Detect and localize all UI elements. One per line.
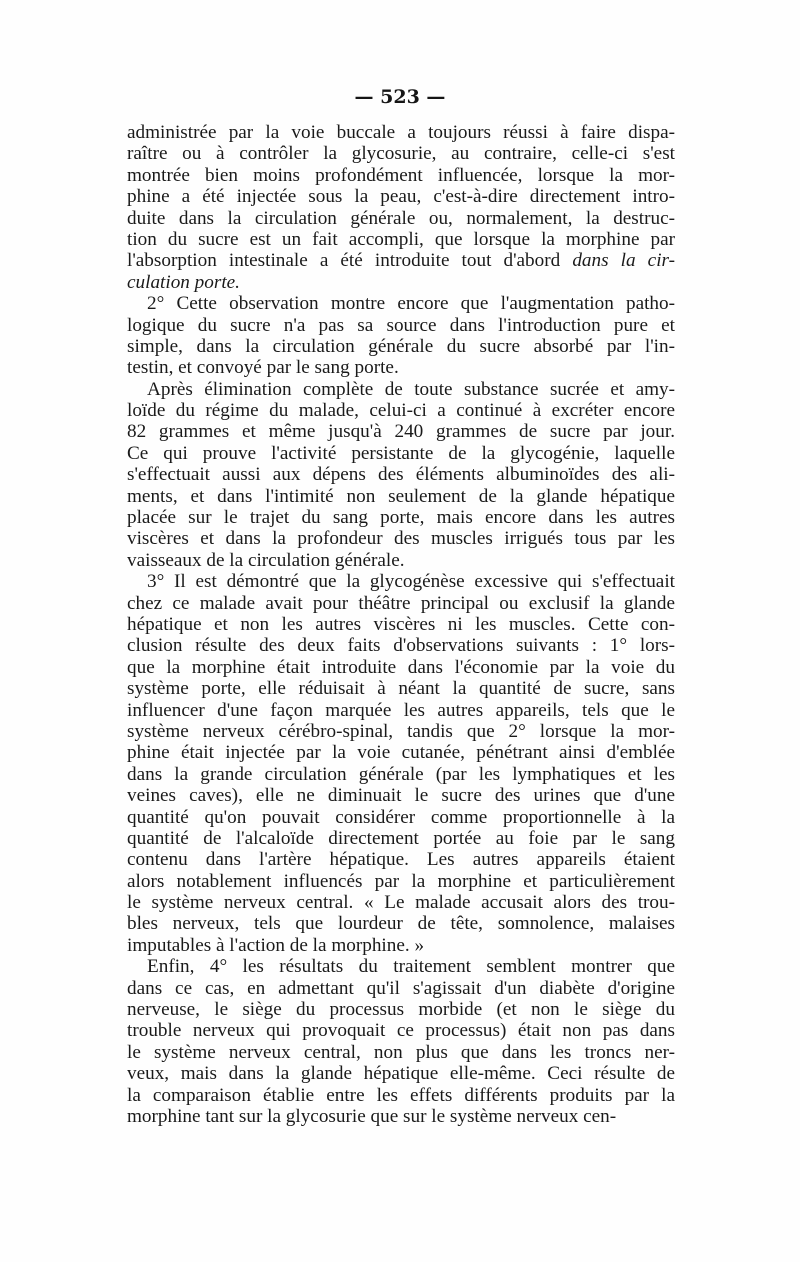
paragraph-3	[127, 379, 675, 572]
text-line: duite dans la circulation générale ou, normalement, la destruc-	[127, 207, 675, 229]
text-line: 3° Il est démontré que la glycogénèse excessive qui s'effectuait	[147, 571, 675, 593]
text-line: nerveuse, le siège du processus morbide (et non le siège du	[127, 999, 675, 1021]
text-line: le système nerveux central, non plus que dans les troncs ner-	[127, 1041, 675, 1063]
text-line: dans ce cas, en admettant qu'il s'agissait d'un diabète d'origine	[127, 977, 675, 999]
text-line: montrée bien moins profondément influencée, lorsque la mor-	[127, 164, 675, 186]
text-line: système porte, elle réduisait à néant la quantité de sucre, sans	[127, 678, 675, 700]
paragraph-1	[127, 122, 675, 293]
text-line: vaisseaux de la circulation générale.	[127, 549, 405, 571]
text-line: simple, dans la circulation générale du sucre absorbé par l'in-	[127, 335, 675, 357]
text-line: Après élimination complète de toute substance sucrée et amy-	[147, 378, 675, 400]
paragraph-5	[127, 956, 675, 1127]
text-line: influencer d'une façon marquée les autres appareils, tels que le	[127, 699, 675, 721]
text-line: logique du sucre n'a pas sa source dans l'introduction pure et	[127, 314, 675, 336]
text-line: hépatique et non les autres viscères ni les muscles. Cette con-	[127, 613, 675, 635]
text-line: s'effectuait aussi aux dépens des éléments albuminoïdes des ali-	[127, 464, 675, 486]
text-line: trouble nerveux qui provoquait ce processus) était non pas dans	[127, 1020, 675, 1042]
text-line: viscères et dans la profondeur des muscles irrigués tous par les	[127, 528, 675, 550]
text-line: quantité de l'alcaloïde directement portée au foie par le sang	[127, 827, 675, 849]
text-line: veux, mais dans la glande hépatique elle-même. Ceci résulte de	[127, 1063, 675, 1085]
text-line: que la morphine était introduite dans l'économie par la voie du	[127, 656, 675, 678]
text-line: Ce qui prouve l'activité persistante de la glycogénie, laquelle	[127, 442, 675, 464]
text-line: la comparaison établie entre les effets différents produits par la	[127, 1084, 675, 1106]
text-line: raître ou à contrôler la glycosurie, au contraire, celle-ci s'est	[127, 143, 675, 165]
text-line: placée sur le trajet du sang porte, mais encore dans les autres	[127, 507, 675, 529]
text-line: ments, et dans l'intimité non seulement de la glande hépatique	[127, 485, 675, 507]
text-line: tion du sucre est un fait accompli, que lorsque la morphine par	[127, 228, 675, 250]
text-line: système nerveux cérébro-spinal, tandis que 2° lorsque la mor-	[127, 720, 675, 742]
text-line: phine était injectée par la voie cutanée, pénétrant ainsi d'emblée	[127, 742, 675, 764]
text-line: morphine tant sur la glycosurie que sur le système nerveux cen-	[127, 1105, 617, 1127]
text-line: 82 grammes et même jusqu'à 240 grammes de sucre par jour.	[127, 421, 675, 443]
page-number: — 523 —	[354, 86, 446, 108]
text-line: bles nerveux, tels que lourdeur de tête, somnolence, malaises	[127, 913, 675, 935]
paragraph-4	[127, 571, 675, 956]
text-line: testin, et convoyé par le sang porte.	[127, 357, 399, 379]
text-line: veines caves), elle ne diminuait le sucre des urines que d'une	[127, 785, 675, 807]
text-line: administrée par la voie buccale a toujours réussi à faire dispa-	[127, 122, 675, 143]
text-line: clusion résulte des deux faits d'observations suivants : 1° lors-	[127, 635, 675, 657]
text-line: 2° Cette observation montre encore que l'augmentation patho-	[147, 293, 675, 315]
paragraph-2	[127, 293, 675, 379]
text-line: quantité qu'on pouvait considérer comme proportionnelle à la	[127, 806, 675, 828]
text-line: Enfin, 4° les résultats du traitement semblent montrer que	[147, 956, 675, 978]
text-line: culation porte.	[127, 271, 240, 293]
text-line: loïde du régime du malade, celui-ci a continué à excréter encore	[127, 400, 675, 422]
text-line: imputables à l'action de la morphine. »	[127, 934, 425, 956]
text-line: l'absorption intestinale a été introduite tout d'abord dans la cir-	[127, 250, 675, 272]
text-line: phine a été injectée sous la peau, c'est-à-dire directement intro-	[127, 186, 675, 208]
text-line: chez ce malade avait pour théâtre principal ou exclusif la glande	[127, 592, 675, 614]
text-line: contenu dans l'artère hépatique. Les autres appareils étaient	[127, 849, 675, 871]
text-line: le système nerveux central. « Le malade accusait alors des trou-	[127, 892, 675, 914]
text-line: dans la grande circulation générale (par les lymphatiques et les	[127, 763, 675, 785]
text-block	[127, 122, 675, 1127]
text-line: alors notablement influencés par la morphine et particulièrement	[127, 870, 675, 892]
